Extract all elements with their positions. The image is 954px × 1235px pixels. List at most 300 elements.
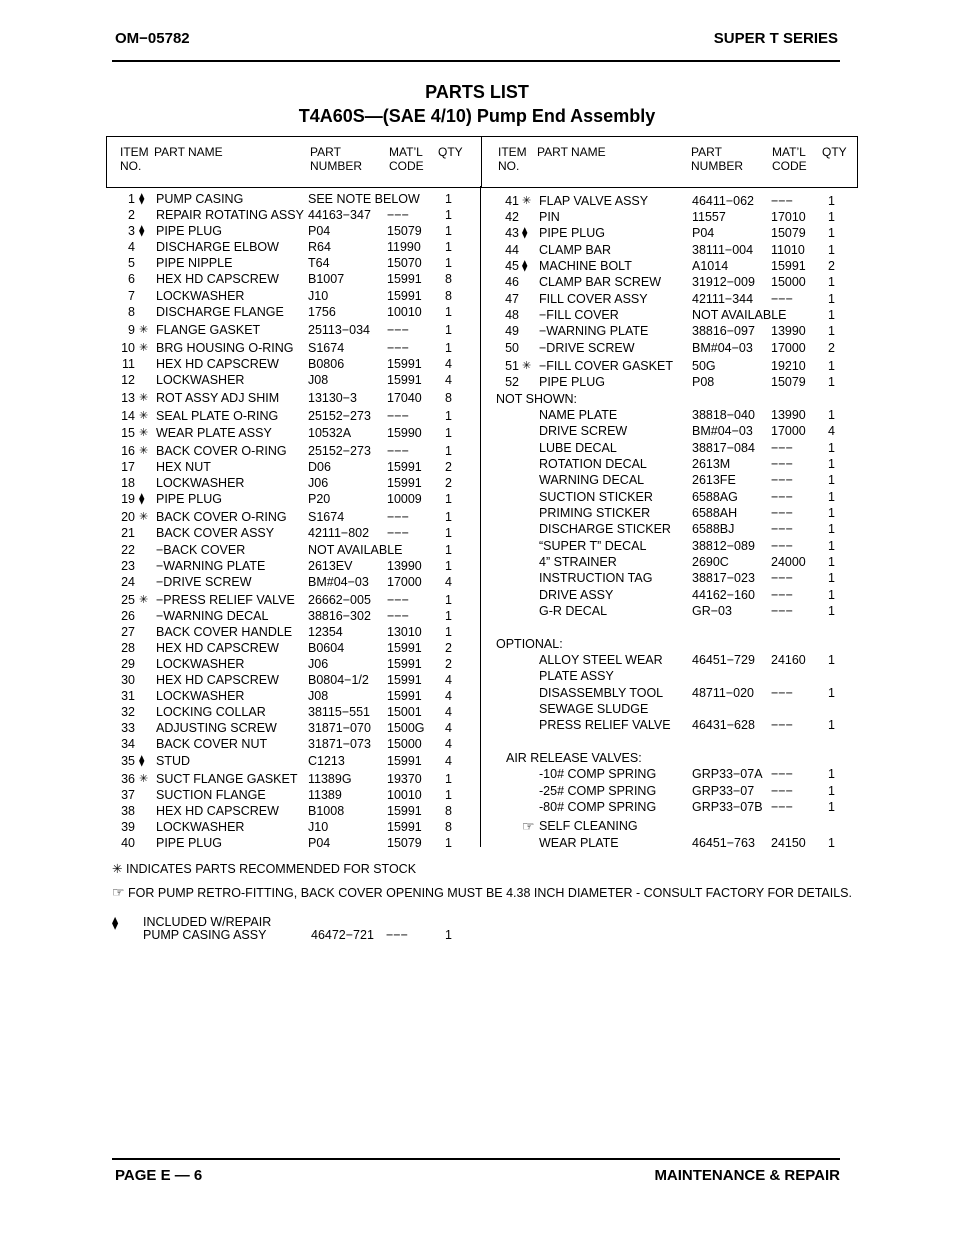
quantity: 1 xyxy=(828,359,835,373)
list-item xyxy=(0,668,954,684)
quantity: 1 xyxy=(445,305,452,319)
part-number: 48711−020 xyxy=(692,686,754,700)
part-name: DISASSEMBLY TOOL xyxy=(539,686,664,700)
item-mark: ✳ xyxy=(139,594,149,606)
material-code: 17000 xyxy=(771,341,806,355)
part-name: HEX HD CAPSCREW xyxy=(156,641,279,655)
quantity: 4 xyxy=(445,721,452,735)
table-row xyxy=(0,358,954,374)
part-name: LOCKWASHER xyxy=(156,689,245,703)
material-code: −−− xyxy=(387,609,409,623)
part-name: INSTRUCTION TAG xyxy=(539,571,653,585)
section-label-not-shown: NOT SHOWN: xyxy=(496,392,578,406)
part-name: −DRIVE SCREW xyxy=(539,341,635,355)
list-item xyxy=(0,818,954,834)
item-mark: ✳ xyxy=(139,427,149,439)
item-number: 32 xyxy=(121,705,135,719)
part-name: BACK COVER HANDLE xyxy=(156,625,293,639)
quantity: 4 xyxy=(445,575,452,589)
table-row xyxy=(0,291,954,307)
part-number: P20 xyxy=(308,492,331,506)
part-name: ALLOY STEEL WEAR xyxy=(539,653,663,667)
item-mark: ⧫ xyxy=(139,755,145,767)
part-number: 46431−628 xyxy=(692,718,755,732)
part-name: BACK COVER O-RING xyxy=(156,510,287,524)
item-number: 43 xyxy=(505,226,519,240)
part-number: 6588AH xyxy=(692,506,738,520)
material-code: −−− xyxy=(387,526,409,540)
part-name: DRIVE ASSY xyxy=(539,588,614,602)
item-number: 2 xyxy=(128,208,135,222)
material-code: 24000 xyxy=(771,555,806,569)
part-name: −WARNING PLATE xyxy=(539,324,649,338)
material-code: −−− xyxy=(771,194,793,208)
included-icon: ⧫ xyxy=(112,916,119,930)
part-name: WEAR PLATE xyxy=(539,836,619,850)
item-number: 38 xyxy=(121,804,135,818)
material-code: 10009 xyxy=(387,492,422,506)
part-name: FLAP VALVE ASSY xyxy=(539,194,649,208)
part-name: PIPE PLUG xyxy=(539,375,605,389)
quantity: 1 xyxy=(828,604,835,618)
item-number: 47 xyxy=(505,292,519,306)
material-code: −−− xyxy=(771,571,793,585)
quantity: 1 xyxy=(828,653,835,667)
part-number: 38816−097 xyxy=(692,324,755,338)
list-item xyxy=(0,570,954,586)
part-name: ROTATION DECAL xyxy=(539,457,647,471)
material-code: 15079 xyxy=(771,375,806,389)
list-item xyxy=(0,456,954,472)
item-number: 1 xyxy=(128,192,135,206)
part-number: T64 xyxy=(308,256,330,270)
part-number: B0806 xyxy=(308,357,345,371)
item-number: 7 xyxy=(128,289,135,303)
quantity: 1 xyxy=(828,571,835,585)
material-code: 15991 xyxy=(387,357,422,371)
part-number: GR−03 xyxy=(692,604,732,618)
material-code: 15070 xyxy=(387,256,422,270)
item-number: 15 xyxy=(121,426,135,440)
item-number: 36 xyxy=(121,772,135,786)
item-number: 46 xyxy=(505,275,519,289)
quantity: 8 xyxy=(445,289,452,303)
quantity: 1 xyxy=(828,375,835,389)
quantity: 1 xyxy=(828,210,835,224)
item-mark: ⧫ xyxy=(139,193,145,205)
table-row xyxy=(0,390,954,406)
part-name: LOCKWASHER xyxy=(156,657,245,671)
quantity: 1 xyxy=(445,625,452,639)
item-number: 10 xyxy=(121,341,135,355)
part-name: -10# COMP SPRING xyxy=(539,767,657,781)
part-name: SUCTION STICKER xyxy=(539,490,653,504)
item-number: 51 xyxy=(505,359,519,373)
col-qty-right: QTY xyxy=(822,145,847,159)
part-name: REPAIR ROTATING ASSY xyxy=(156,208,304,222)
quantity: 1 xyxy=(828,490,835,504)
part-name: MACHINE BOLT xyxy=(539,259,632,273)
table-row xyxy=(0,307,954,323)
quantity: 8 xyxy=(445,391,452,405)
part-number: BM#04−03 xyxy=(692,341,753,355)
item-number: 6 xyxy=(128,272,135,286)
pointing-hand-icon: ☞ xyxy=(522,818,535,834)
part-number: GRP33−07B xyxy=(692,800,763,814)
part-number: J06 xyxy=(308,657,329,671)
quantity: 1 xyxy=(445,256,452,270)
part-number: 25113−034 xyxy=(308,323,370,337)
list-item xyxy=(0,423,954,439)
part-name: PIN xyxy=(539,210,560,224)
part-name: SEWAGE SLUDGE xyxy=(539,702,649,716)
part-number: 42111−344 xyxy=(692,292,754,306)
list-item xyxy=(0,766,954,782)
item-mark: ⧫ xyxy=(139,225,145,237)
table-row xyxy=(0,209,954,225)
item-mark: ✳ xyxy=(522,195,532,207)
item-number: 29 xyxy=(121,657,135,671)
part-number: 2613EV xyxy=(308,559,353,573)
part-name: PIPE PLUG xyxy=(156,492,222,506)
quantity: 1 xyxy=(445,609,452,623)
material-code: 17000 xyxy=(387,575,422,589)
part-number: J10 xyxy=(308,820,329,834)
material-code: 15991 xyxy=(387,373,422,387)
quantity: 4 xyxy=(445,737,452,751)
material-code: 13010 xyxy=(387,625,422,639)
part-number: 6588BJ xyxy=(692,522,735,536)
material-code: 15991 xyxy=(387,657,422,671)
item-number: 3 xyxy=(128,224,135,238)
part-number: GRP33−07A xyxy=(692,767,763,781)
quantity: 2 xyxy=(445,476,452,490)
part-name: PLATE ASSY xyxy=(539,669,614,683)
list-item xyxy=(0,783,954,799)
part-number: 2690C xyxy=(692,555,729,569)
item-number: 14 xyxy=(121,409,135,423)
item-number: 40 xyxy=(121,836,135,850)
quantity: 1 xyxy=(828,555,835,569)
material-code: 15001 xyxy=(387,705,422,719)
part-number: J10 xyxy=(308,289,329,303)
item-number: 13 xyxy=(121,391,135,405)
item-number: 11 xyxy=(122,357,135,371)
item-mark: ✳ xyxy=(139,342,149,354)
section-label-air-release: AIR RELEASE VALVES: xyxy=(506,751,642,765)
part-number: BM#04−03 xyxy=(308,575,369,589)
part-number: 46451−763 xyxy=(692,836,755,850)
list-item xyxy=(0,489,954,505)
included-note-line2: PUMP CASING ASSY xyxy=(143,928,267,942)
list-item xyxy=(0,717,954,733)
quantity: 1 xyxy=(828,226,835,240)
part-number: B0804−1/2 xyxy=(308,673,369,687)
item-mark: ✳ xyxy=(139,445,149,457)
item-number: 37 xyxy=(121,788,135,802)
part-number: 13130−3 xyxy=(308,391,358,405)
material-code: −−− xyxy=(387,341,409,355)
part-name: BACK COVER ASSY xyxy=(156,526,275,540)
quantity: 1 xyxy=(445,559,452,573)
material-code: 17010 xyxy=(771,210,806,224)
part-number: S1674 xyxy=(308,341,345,355)
part-number: 26662−005 xyxy=(308,593,371,607)
part-name: LOCKWASHER xyxy=(156,476,245,490)
table-row xyxy=(0,736,954,752)
part-name: HEX NUT xyxy=(156,460,211,474)
page-title: PARTS LIST xyxy=(425,82,529,102)
table-row xyxy=(0,323,954,339)
part-name: −FILL COVER xyxy=(539,308,619,322)
material-code: −−− xyxy=(771,784,793,798)
quantity: 1 xyxy=(828,457,835,471)
col-mat-code-right: MAT’L CODE xyxy=(772,145,807,173)
list-item xyxy=(0,603,954,619)
stock-note: ✳ INDICATES PARTS RECOMMENDED FOR STOCK xyxy=(112,862,417,876)
part-name: −DRIVE SCREW xyxy=(156,575,252,589)
part-name: PRESS RELIEF VALVE xyxy=(539,718,671,732)
material-code: 15000 xyxy=(387,737,422,751)
item-number: 34 xyxy=(121,737,135,751)
quantity: 4 xyxy=(445,705,452,719)
material-code: −−− xyxy=(387,323,409,337)
quantity: 1 xyxy=(828,194,835,208)
included-mat-code: −−− xyxy=(386,928,408,942)
item-mark: ✳ xyxy=(522,360,532,372)
item-mark: ⧫ xyxy=(522,260,528,272)
part-name: HEX HD CAPSCREW xyxy=(156,357,279,371)
material-code: 10010 xyxy=(387,305,422,319)
quantity: 2 xyxy=(828,341,835,355)
item-number: 24 xyxy=(121,575,135,589)
quantity: 4 xyxy=(445,754,452,768)
part-name: SUCT FLANGE GASKET xyxy=(156,772,298,786)
part-number: 11389G xyxy=(308,772,352,786)
material-code: 15000 xyxy=(771,275,806,289)
part-name: SELF CLEANING xyxy=(539,819,638,833)
material-code: 15079 xyxy=(387,836,422,850)
part-name: BACK COVER O-RING xyxy=(156,444,287,458)
part-number: SEE NOTE BELOW xyxy=(308,192,420,206)
material-code: 11990 xyxy=(387,240,421,254)
material-code: 10010 xyxy=(387,788,422,802)
table-row xyxy=(0,274,954,290)
part-name: WARNING DECAL xyxy=(539,473,645,487)
material-code: −−− xyxy=(771,490,793,504)
quantity: 2 xyxy=(828,259,835,273)
col-part-number: PART NUMBER xyxy=(310,145,363,173)
part-number: 31912−009 xyxy=(692,275,755,289)
quantity: 1 xyxy=(828,522,835,536)
material-code: 13990 xyxy=(387,559,422,573)
quantity: 4 xyxy=(445,673,452,687)
quantity: 1 xyxy=(828,539,835,553)
part-number: P04 xyxy=(308,224,331,238)
part-number: P04 xyxy=(692,226,715,240)
page-footer xyxy=(112,1158,840,1190)
quantity: 1 xyxy=(445,543,452,557)
item-number: 41 xyxy=(505,194,519,208)
stock-icon: ✳ xyxy=(112,862,123,876)
part-name: −BACK COVER xyxy=(156,543,246,557)
quantity: 1 xyxy=(445,772,452,786)
part-name: LOCKING COLLAR xyxy=(156,705,266,719)
part-name: HEX HD CAPSCREW xyxy=(156,673,279,687)
part-number: S1674 xyxy=(308,510,345,524)
material-code: −−− xyxy=(771,473,793,487)
part-name: CLAMP BAR xyxy=(539,243,612,257)
part-number: 38816−302 xyxy=(308,609,371,623)
material-code: −−− xyxy=(387,409,409,423)
item-number: 19 xyxy=(121,492,135,506)
table-row xyxy=(0,340,954,356)
list-item xyxy=(0,521,954,537)
quantity: 1 xyxy=(828,588,835,602)
part-number: 10532A xyxy=(308,426,352,440)
material-code: −−− xyxy=(771,800,793,814)
quantity: 1 xyxy=(445,492,452,506)
item-number: 9 xyxy=(128,323,135,337)
retro-fit-note: ☞ FOR PUMP RETRO-FITTING, BACK COVER OPENING MUST BE 4.38 INCH DIAMETER - CONSULT FACTORY FOR DETAILS. xyxy=(112,884,852,900)
quantity: 4 xyxy=(445,373,452,387)
part-name: “SUPER T” DECAL xyxy=(539,539,647,553)
part-name: ADJUSTING SCREW xyxy=(156,721,277,735)
part-name: PIPE PLUG xyxy=(156,224,222,238)
col-item-right: ITEM NO. xyxy=(498,145,527,173)
material-code: −−− xyxy=(771,457,793,471)
item-mark: ✳ xyxy=(139,392,149,404)
title-block xyxy=(0,80,954,128)
quantity: 1 xyxy=(828,308,835,322)
list-item xyxy=(0,587,954,603)
doc-number: OM−05782 xyxy=(115,30,190,47)
table-row xyxy=(0,225,954,241)
item-number: 35 xyxy=(121,754,135,768)
material-code: −−− xyxy=(771,539,793,553)
material-code: −−− xyxy=(771,522,793,536)
part-name: -25# COMP SPRING xyxy=(539,784,657,798)
item-number: 21 xyxy=(121,526,135,540)
part-number: 11557 xyxy=(692,210,726,224)
part-name: LOCKWASHER xyxy=(156,820,245,834)
part-number: NOT AVAILABLE xyxy=(308,543,403,557)
part-number: GRP33−07 xyxy=(692,784,755,798)
item-number: 5 xyxy=(128,256,135,270)
quantity: 2 xyxy=(445,641,452,655)
item-number: 45 xyxy=(505,259,519,273)
part-name: ROT ASSY ADJ SHIM xyxy=(156,391,280,405)
part-number: P04 xyxy=(308,836,331,850)
part-number: 44162−160 xyxy=(692,588,755,602)
quantity: 1 xyxy=(828,441,835,455)
item-mark: ✳ xyxy=(139,410,149,422)
part-name: HEX HD CAPSCREW xyxy=(156,804,279,818)
quantity: 1 xyxy=(445,788,452,802)
list-item xyxy=(0,407,954,423)
part-name: −WARNING PLATE xyxy=(156,559,266,573)
part-name: −FILL COVER GASKET xyxy=(539,359,673,373)
table-row xyxy=(0,242,954,258)
item-number: 23 xyxy=(121,559,135,573)
quantity: 1 xyxy=(445,409,452,423)
part-number: 38817−084 xyxy=(692,441,755,455)
quantity: 1 xyxy=(828,408,835,422)
part-number: 12354 xyxy=(308,625,343,639)
part-name: PIPE PLUG xyxy=(156,836,222,850)
quantity: 1 xyxy=(445,526,452,540)
part-number: 44163−347 xyxy=(308,208,371,222)
item-number: 27 xyxy=(121,625,135,639)
part-number: 31871−073 xyxy=(308,737,371,751)
item-number: 39 xyxy=(121,820,135,834)
quantity: 1 xyxy=(828,506,835,520)
included-note-line1: INCLUDED W/REPAIR xyxy=(143,915,272,929)
material-code: −−− xyxy=(771,506,793,520)
part-name: LOCKWASHER xyxy=(156,373,245,387)
part-name: SEAL PLATE O-RING xyxy=(156,409,279,423)
item-number: 18 xyxy=(121,476,135,490)
col-qty: QTY xyxy=(438,145,463,159)
part-number: J08 xyxy=(308,373,329,387)
header-divider xyxy=(481,137,482,187)
part-number: NOT AVAILABLE xyxy=(692,308,787,322)
quantity: 1 xyxy=(828,275,835,289)
quantity: 1 xyxy=(445,240,452,254)
quantity: 1 xyxy=(445,426,452,440)
part-name: WEAR PLATE ASSY xyxy=(156,426,272,440)
part-number: 25152−273 xyxy=(308,444,371,458)
part-number: 46411−062 xyxy=(692,194,754,208)
part-number: 50G xyxy=(692,359,716,373)
quantity: 4 xyxy=(445,357,452,371)
material-code: 15991 xyxy=(387,641,422,655)
part-number: B1007 xyxy=(308,272,345,286)
item-number: 28 xyxy=(121,641,135,655)
item-number: 52 xyxy=(505,375,519,389)
part-number: 38111−004 xyxy=(692,243,754,257)
part-name: DISCHARGE STICKER xyxy=(539,522,671,536)
part-name: DISCHARGE ELBOW xyxy=(156,240,279,254)
table-header xyxy=(106,136,858,188)
material-code: 13990 xyxy=(771,324,806,338)
item-mark: ⧫ xyxy=(522,227,528,239)
quantity: 1 xyxy=(828,686,835,700)
quantity: 1 xyxy=(445,224,452,238)
part-name: LUBE DECAL xyxy=(539,441,617,455)
list-item xyxy=(0,538,954,554)
quantity: 1 xyxy=(445,323,452,337)
part-name: −PRESS RELIEF VALVE xyxy=(156,593,295,607)
item-mark: ✳ xyxy=(139,773,149,785)
table-row xyxy=(0,258,954,274)
quantity: 4 xyxy=(828,424,835,438)
item-number: 12 xyxy=(121,373,135,387)
list-item xyxy=(0,652,954,668)
part-number: 11389 xyxy=(308,788,342,802)
item-number: 4 xyxy=(128,240,135,254)
item-number: 48 xyxy=(505,308,519,322)
item-number: 30 xyxy=(121,673,135,687)
item-number: 26 xyxy=(121,609,135,623)
part-number: A1014 xyxy=(692,259,729,273)
pointing-hand-icon: ☞ xyxy=(112,884,125,900)
material-code: 15991 xyxy=(387,673,422,687)
part-number: 25152−273 xyxy=(308,409,371,423)
quantity: 1 xyxy=(445,444,452,458)
table-row xyxy=(0,374,954,390)
list-item xyxy=(0,701,954,717)
